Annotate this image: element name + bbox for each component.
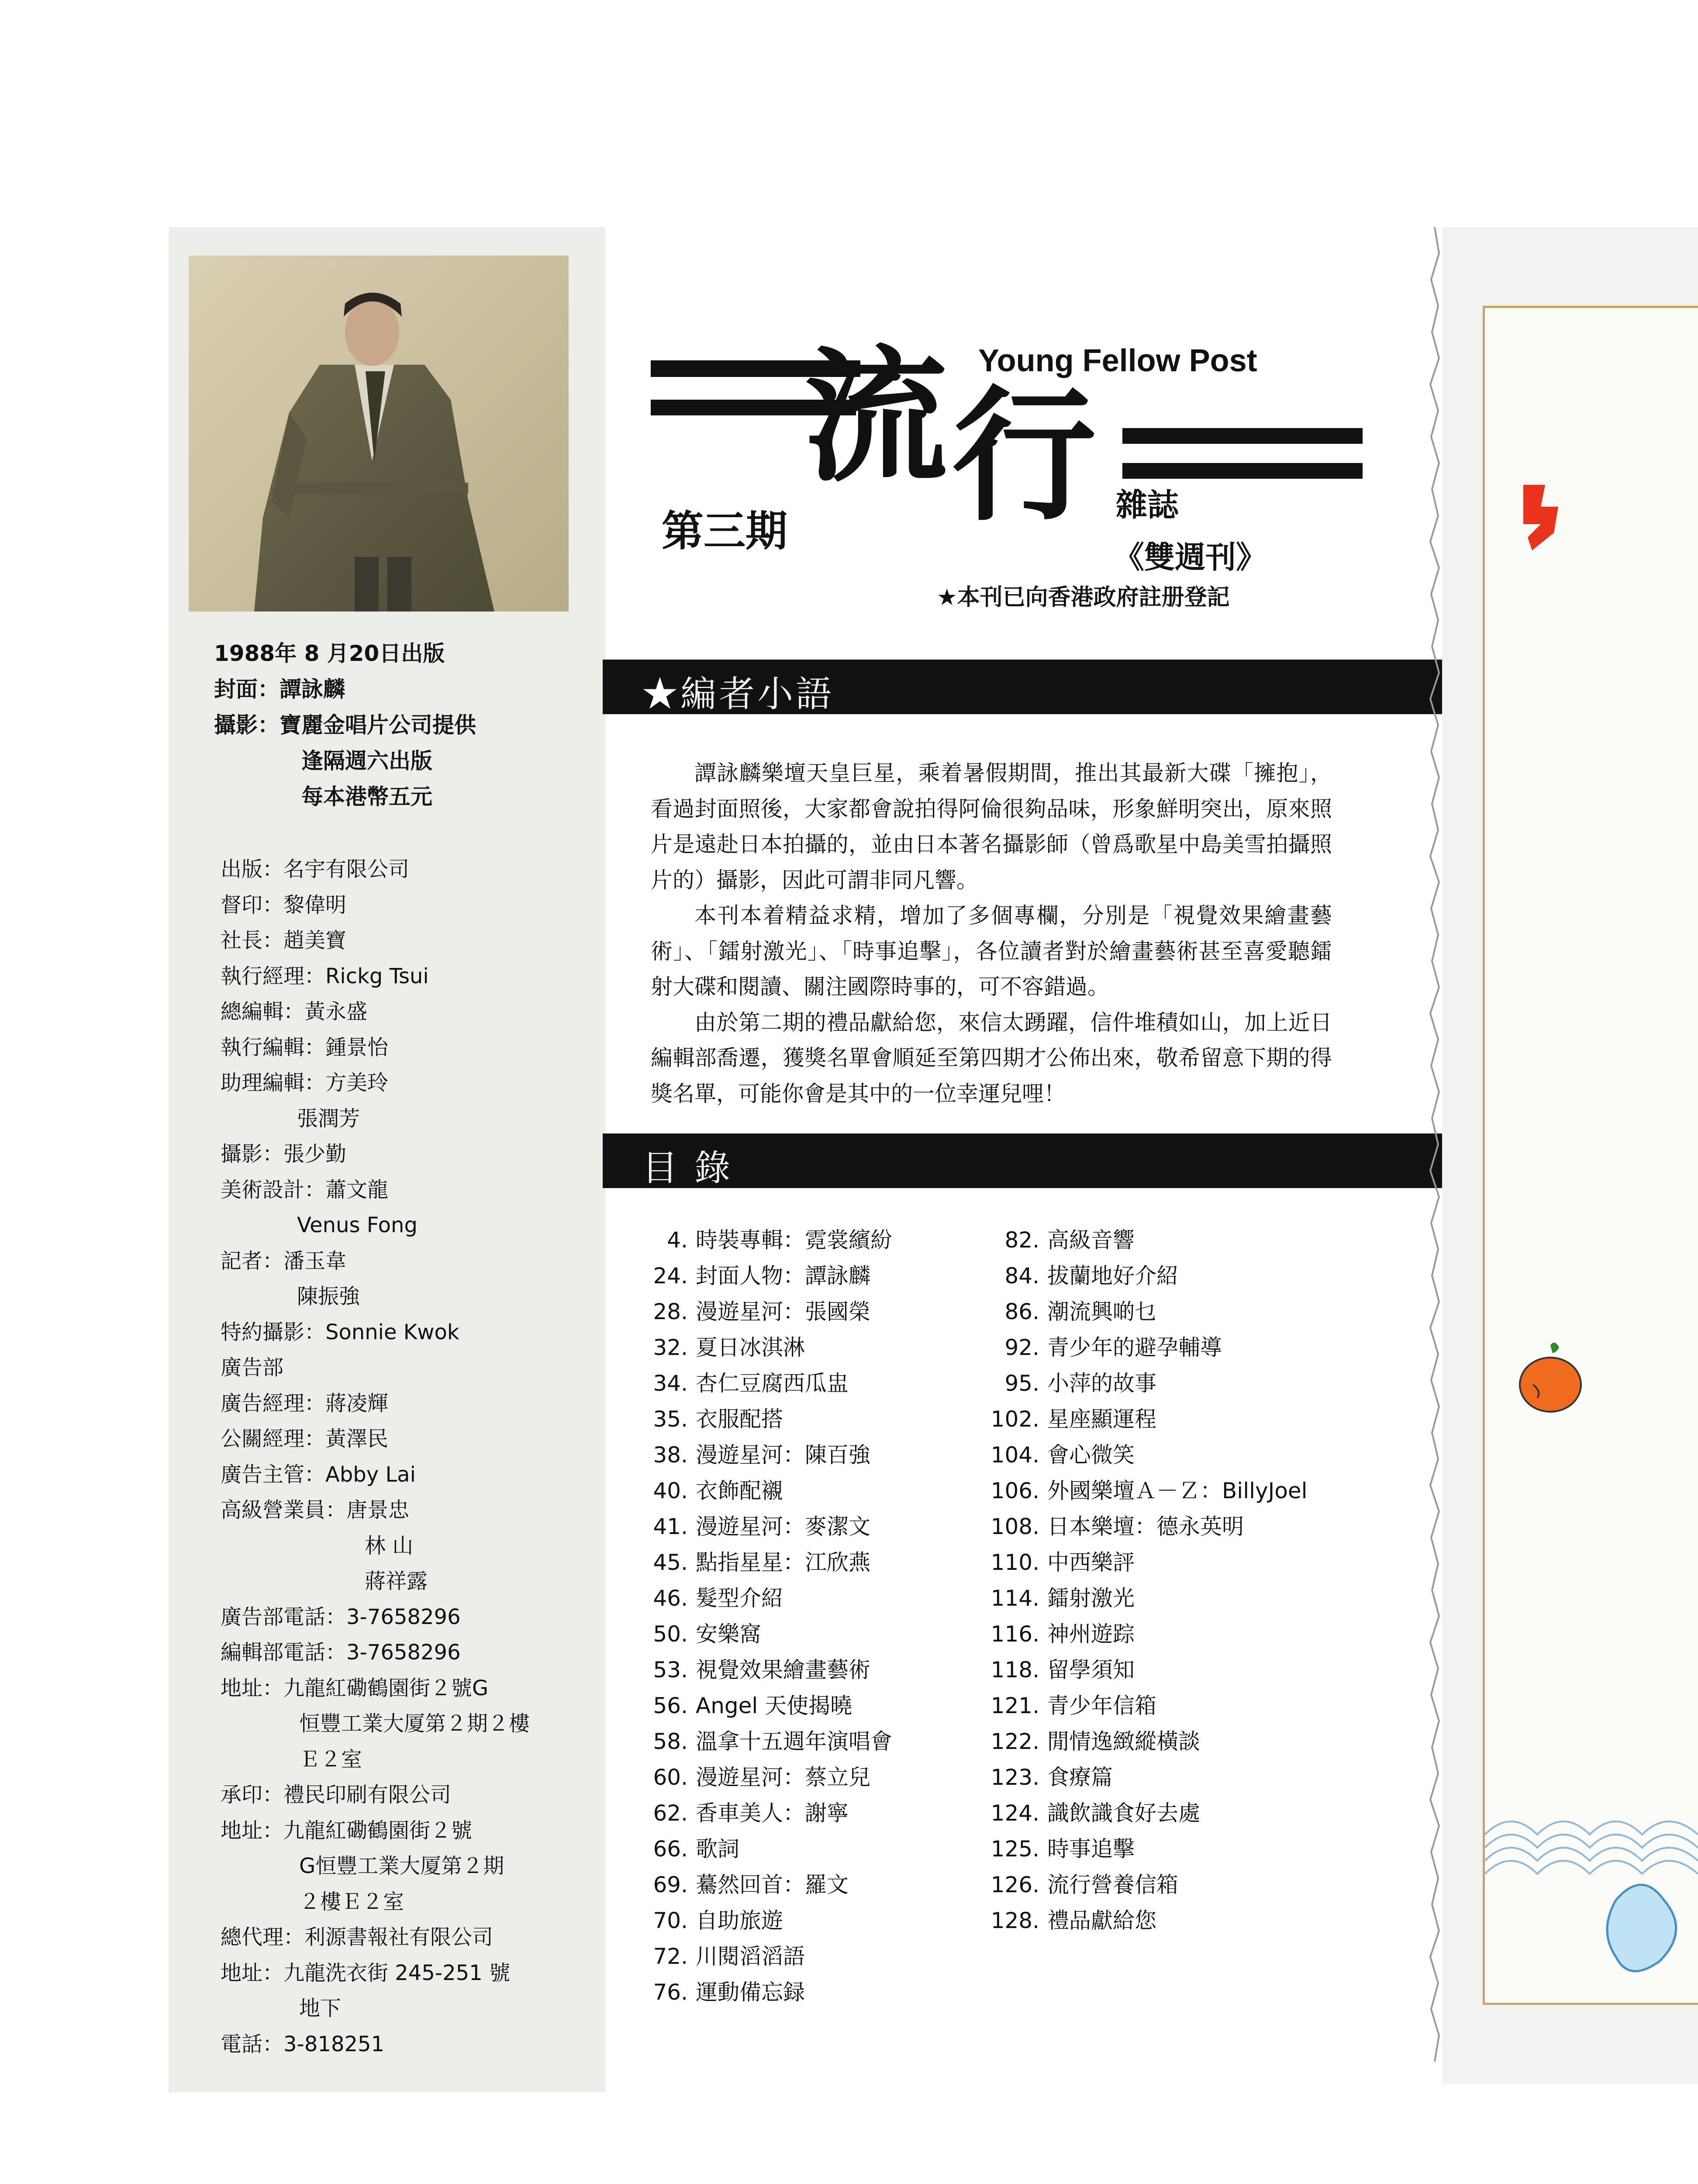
toc-title: 潮流興啲乜 bbox=[1047, 1299, 1156, 1324]
toc-title: 歌詞 bbox=[696, 1836, 739, 1862]
toc-entry bbox=[594, 1616, 987, 1652]
staff-line: 地下 bbox=[299, 1996, 342, 2021]
toc-title: 時裝專輯：霓裳繽紛 bbox=[696, 1227, 892, 1253]
staff-line: G恒豐工業大厦第２期 bbox=[299, 1854, 504, 1878]
toc-title: 高級音響 bbox=[1047, 1227, 1135, 1253]
toc-entry bbox=[941, 1616, 1378, 1652]
toc-entry bbox=[941, 1652, 1378, 1688]
publish-date: 1988年 8 月20日出版 bbox=[214, 641, 445, 666]
toc-title: 衣飾配襯 bbox=[696, 1478, 783, 1503]
toc-page-number: 108. bbox=[990, 1514, 1039, 1539]
toc-page-number: 125. bbox=[990, 1836, 1039, 1862]
toc-page-number: 122. bbox=[990, 1729, 1039, 1754]
editorial-paragraph: 本刊本着精益求精，增加了多個專欄，分別是「視覺效果繪畫藝術」、「鐳射激光」、「時事追擊」，各位讀者對於繪畫藝術甚至喜愛聽鐳射大碟和閱讀、關注國際時事的，可不容錯過。 bbox=[651, 903, 1332, 999]
toc-entry bbox=[941, 1258, 1378, 1294]
toc-title: 星座顯運程 bbox=[1047, 1406, 1156, 1432]
toc-page-number: 40. bbox=[653, 1478, 688, 1503]
toc-title: 衣服配搭 bbox=[696, 1406, 783, 1432]
toc-title: 自助旅遊 bbox=[696, 1908, 783, 1933]
toc-title: 會心微笑 bbox=[1047, 1442, 1135, 1468]
wave-pattern-illustration bbox=[1485, 1756, 1698, 2001]
toc-entry bbox=[594, 1330, 987, 1365]
cover-photo bbox=[189, 256, 569, 612]
toc-page-number: 102. bbox=[990, 1406, 1039, 1432]
toc-entry bbox=[941, 1473, 1378, 1509]
toc-page-number: 60. bbox=[653, 1765, 688, 1790]
toc-title: 漫遊星河：陳百強 bbox=[696, 1442, 870, 1468]
toc-page-number: 46. bbox=[653, 1586, 688, 1611]
toc-page-number: 62. bbox=[653, 1800, 688, 1826]
toc-entry bbox=[594, 1795, 987, 1831]
toc-title: 神州遊踪 bbox=[1047, 1621, 1135, 1647]
toc-title: 中西樂評 bbox=[1047, 1550, 1135, 1575]
orange-fruit-illustration bbox=[1515, 1337, 1585, 1415]
toc-title: 夏日冰淇淋 bbox=[696, 1335, 805, 1360]
editorial-paragraph: 譚詠麟樂壇天皇巨星，乘着暑假期間，推出其最新大碟「擁抱」，看過封面照後，大家都會說拍得阿倫很夠品味，形象鮮明突出，原來照片是遠赴日本拍攝的，並由日本著名攝影師（曾爲歌星中島美雪拍攝照片的）攝影，因此可謂非同凡響。 bbox=[651, 760, 1332, 893]
toc-entry bbox=[594, 1688, 987, 1724]
toc-title: 川閱滔滔語 bbox=[696, 1944, 805, 1969]
toc-title: Angel 天使揭曉 bbox=[696, 1693, 852, 1718]
toc-page-number: 82. bbox=[1004, 1227, 1039, 1253]
staff-line: 電話：3-818251 bbox=[221, 2032, 385, 2056]
publication-info bbox=[214, 636, 598, 815]
staff-line: 廣告部 bbox=[221, 1355, 284, 1380]
toc-page-number: 128. bbox=[990, 1908, 1039, 1933]
staff-line: 公關經理：黃澤民 bbox=[221, 1427, 389, 1451]
toc-title: 香車美人：謝寧 bbox=[696, 1800, 849, 1826]
editorial-paragraph: 由於第二期的禮品獻給您，來信太踴躍，信件堆積如山，加上近日編輯部喬遷，獲獎名單會順延至第四期才公佈出來，敬希留意下期的得獎名單，可能你會是其中的一位幸運兒哩！ bbox=[651, 1009, 1332, 1106]
toc-entry bbox=[941, 1724, 1378, 1759]
staff-line: 編輯部電話：3-7658296 bbox=[221, 1640, 461, 1665]
toc-page-number: 84. bbox=[1004, 1263, 1039, 1289]
toc-entry bbox=[594, 1294, 987, 1330]
toc-title: 安樂窩 bbox=[696, 1621, 761, 1647]
toc-page-number: 53. bbox=[653, 1657, 688, 1683]
toc-title: 漫遊星河：麥潔文 bbox=[696, 1514, 870, 1539]
contents-column-2 bbox=[941, 1222, 1378, 1939]
toc-entry bbox=[941, 1580, 1378, 1616]
staff-credits bbox=[221, 852, 596, 2062]
toc-page-number: 45. bbox=[653, 1550, 688, 1575]
toc-page-number: 123. bbox=[990, 1765, 1039, 1790]
staff-line: 地址：九龍紅磡鶴園街２號G bbox=[221, 1676, 489, 1700]
toc-title: 留學須知 bbox=[1047, 1657, 1135, 1683]
toc-entry bbox=[594, 1939, 987, 1974]
toc-entry bbox=[594, 1580, 987, 1616]
price: 每本港幣五元 bbox=[301, 784, 432, 809]
toc-page-number: 95. bbox=[1004, 1371, 1039, 1396]
toc-page-number: 126. bbox=[990, 1872, 1039, 1897]
staff-line: 恒豐工業大厦第２期２樓 bbox=[299, 1711, 530, 1736]
toc-page-number: 104. bbox=[990, 1442, 1039, 1468]
toc-entry bbox=[941, 1401, 1378, 1437]
toc-page-number: 86. bbox=[1004, 1299, 1039, 1324]
staff-line: 林 山 bbox=[365, 1533, 414, 1558]
masthead-char-liu: 流 bbox=[804, 333, 948, 501]
staff-line: 承印：禮民印刷有限公司 bbox=[221, 1783, 452, 1807]
toc-page-number: 106. bbox=[990, 1478, 1039, 1503]
toc-page-number: 118. bbox=[990, 1657, 1039, 1683]
editorial-banner bbox=[603, 660, 1446, 714]
staff-line: 總代理：利源書報社有限公司 bbox=[221, 1925, 494, 1949]
toc-entry bbox=[941, 1903, 1378, 1939]
toc-page-number: 110. bbox=[990, 1550, 1039, 1575]
staff-line: 社長：趙美寶 bbox=[221, 928, 347, 953]
toc-page-number: 41. bbox=[653, 1514, 688, 1539]
contents-heading: 目 錄 bbox=[642, 1147, 733, 1189]
staff-line: Venus Fong bbox=[297, 1213, 418, 1237]
toc-title: 溫拿十五週年演唱會 bbox=[696, 1729, 892, 1754]
toc-entry bbox=[941, 1509, 1378, 1545]
cover-person: 封面：譚詠麟 bbox=[214, 677, 345, 702]
toc-title: 視覺效果繪畫藝術 bbox=[696, 1657, 870, 1683]
staff-line: 記者：潘玉韋 bbox=[221, 1248, 347, 1273]
staff-line: 督印：黎偉明 bbox=[221, 892, 347, 917]
toc-entry bbox=[594, 1365, 987, 1401]
toc-title: 閒情逸緻縱橫談 bbox=[1047, 1729, 1200, 1754]
toc-entry bbox=[594, 1724, 987, 1759]
english-title: Young Fellow Post bbox=[978, 343, 1257, 378]
staff-line: 執行經理：Rickg Tsui bbox=[221, 964, 429, 988]
toc-page-number: 121. bbox=[990, 1693, 1039, 1718]
toc-title: 驀然回首：羅文 bbox=[696, 1872, 849, 1897]
staff-line: Ｅ２室 bbox=[299, 1747, 362, 1772]
toc-entry bbox=[594, 1903, 987, 1939]
staff-line: 地址：九龍洗衣街 245-251 號 bbox=[221, 1960, 511, 1985]
registration-note: ★本刊已向香港政府註册登記 bbox=[937, 584, 1230, 611]
toc-entry bbox=[594, 1545, 987, 1580]
toc-entry bbox=[594, 1258, 987, 1294]
red-character-fragment bbox=[1515, 480, 1567, 555]
toc-page-number: 66. bbox=[653, 1836, 688, 1862]
toc-entry bbox=[941, 1545, 1378, 1580]
toc-page-number: 28. bbox=[653, 1299, 688, 1324]
staff-line: ２樓Ｅ２室 bbox=[299, 1889, 404, 1914]
photo-credit: 攝影：寶麗金唱片公司提供 bbox=[214, 712, 476, 738]
staff-line: 總編輯：黃永盛 bbox=[221, 999, 368, 1024]
staff-line: 廣告主管：Abby Lai bbox=[221, 1462, 416, 1487]
toc-entry bbox=[594, 1437, 987, 1473]
staff-line: 蔣祥露 bbox=[365, 1569, 428, 1593]
staff-line: 美術設計：蕭文龍 bbox=[221, 1177, 389, 1202]
toc-title: 小萍的故事 bbox=[1047, 1371, 1156, 1396]
toc-title: 拔蘭地好介紹 bbox=[1047, 1263, 1178, 1289]
toc-title: 日本樂壇：德永英明 bbox=[1047, 1514, 1244, 1539]
toc-title: 食療篇 bbox=[1047, 1765, 1113, 1790]
staff-line: 執行編輯：鍾景怡 bbox=[221, 1035, 389, 1060]
toc-entry bbox=[594, 1652, 987, 1688]
toc-title: 青少年信箱 bbox=[1047, 1693, 1156, 1718]
toc-page-number: 32. bbox=[653, 1335, 688, 1360]
toc-title: 識飲識食好去處 bbox=[1047, 1800, 1200, 1826]
toc-page-number: 38. bbox=[653, 1442, 688, 1468]
publish-schedule: 逢隔週六出版 bbox=[301, 748, 432, 774]
toc-page-number: 50. bbox=[653, 1621, 688, 1647]
toc-entry bbox=[941, 1330, 1378, 1365]
toc-page-number: 24. bbox=[653, 1263, 688, 1289]
toc-title: 運動備忘録 bbox=[696, 1980, 805, 2005]
toc-title: 封面人物：譚詠麟 bbox=[696, 1263, 870, 1289]
staff-line: 廣告經理：蔣凌輝 bbox=[221, 1391, 389, 1416]
toc-title: 漫遊星河：張國榮 bbox=[696, 1299, 870, 1324]
toc-page-number: 124. bbox=[990, 1800, 1039, 1826]
staff-line: 高級營業員：唐景忠 bbox=[221, 1498, 410, 1522]
contents-column-1 bbox=[594, 1222, 987, 2010]
staff-line: 廣告部電話：3-7658296 bbox=[221, 1604, 461, 1629]
man-in-trenchcoat-image bbox=[189, 256, 569, 612]
toc-title: 時事追擊 bbox=[1047, 1836, 1135, 1862]
issue-number: 第三期 bbox=[662, 507, 787, 556]
contents-banner bbox=[603, 1133, 1446, 1188]
toc-entry bbox=[941, 1831, 1378, 1867]
toc-page-number: 56. bbox=[653, 1693, 688, 1718]
toc-title: 流行營養信箱 bbox=[1047, 1872, 1178, 1897]
magazine-label: 雜誌 bbox=[1116, 487, 1179, 523]
toc-title: 髮型介紹 bbox=[696, 1586, 783, 1611]
toc-page-number: 72. bbox=[653, 1944, 688, 1969]
toc-title: 杏仁豆腐西瓜盅 bbox=[696, 1371, 849, 1396]
toc-page-number: 116. bbox=[990, 1621, 1039, 1647]
staff-line: 助理編輯：方美玲 bbox=[221, 1071, 389, 1095]
toc-entry bbox=[941, 1688, 1378, 1724]
staff-line: 地址：九龍紅磡鶴園街２號 bbox=[221, 1818, 473, 1843]
toc-entry bbox=[941, 1437, 1378, 1473]
frequency-label: 《雙週刊》 bbox=[1114, 539, 1267, 575]
toc-title: 漫遊星河：蔡立兒 bbox=[696, 1765, 870, 1790]
adjacent-page-frame bbox=[1483, 306, 1698, 2005]
toc-page-number: 69. bbox=[653, 1872, 688, 1897]
toc-page-number: 92. bbox=[1004, 1335, 1039, 1360]
toc-entry bbox=[594, 1222, 987, 1258]
toc-title: 青少年的避孕輔導 bbox=[1047, 1335, 1222, 1360]
toc-entry bbox=[594, 1509, 987, 1545]
toc-entry bbox=[594, 1974, 987, 2010]
toc-entry bbox=[594, 1867, 987, 1903]
toc-entry bbox=[594, 1401, 987, 1437]
toc-entry bbox=[941, 1867, 1378, 1903]
staff-line: 陳振強 bbox=[297, 1284, 360, 1309]
toc-entry bbox=[941, 1222, 1378, 1258]
toc-page-number: 70. bbox=[653, 1908, 688, 1933]
staff-line: 出版：名宇有限公司 bbox=[221, 857, 410, 881]
toc-title: 點指星星：江欣燕 bbox=[696, 1550, 870, 1575]
toc-entry bbox=[594, 1473, 987, 1509]
toc-entry bbox=[594, 1831, 987, 1867]
toc-page-number: 4. bbox=[667, 1227, 688, 1253]
toc-title: 禮品獻給您 bbox=[1047, 1908, 1156, 1933]
toc-entry bbox=[941, 1759, 1378, 1795]
editorial-text bbox=[651, 756, 1332, 1112]
toc-title: 外國樂壇Ａ－Ｚ：BillyJoel bbox=[1047, 1478, 1308, 1503]
toc-page-number: 35. bbox=[653, 1406, 688, 1432]
staff-line: 特約攝影：Sonnie Kwok bbox=[221, 1320, 459, 1344]
toc-page-number: 34. bbox=[653, 1371, 688, 1396]
editorial-heading: ★編者小語 bbox=[642, 674, 835, 715]
torn-edge bbox=[1426, 227, 1443, 2062]
toc-title: 鐳射激光 bbox=[1047, 1586, 1135, 1611]
toc-entry bbox=[941, 1294, 1378, 1330]
toc-entry bbox=[594, 1759, 987, 1795]
staff-line: 張潤芳 bbox=[297, 1106, 360, 1131]
toc-page-number: 58. bbox=[653, 1729, 688, 1754]
toc-page-number: 114. bbox=[990, 1586, 1039, 1611]
masthead-char-xing: 行 bbox=[952, 373, 1096, 540]
toc-entry bbox=[941, 1365, 1378, 1401]
toc-page-number: 76. bbox=[653, 1980, 688, 2005]
toc-entry bbox=[941, 1795, 1378, 1831]
staff-line: 攝影：張少勤 bbox=[221, 1142, 347, 1166]
